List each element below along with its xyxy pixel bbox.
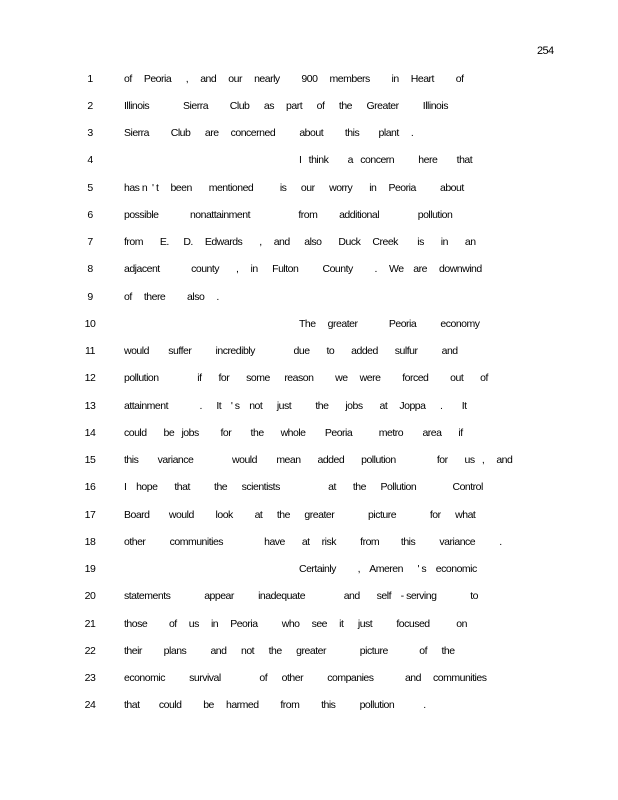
transcript-line bbox=[0, 672, 618, 686]
line-number: 15 bbox=[84, 454, 96, 466]
line-text: The greater Peoria economy bbox=[299, 318, 480, 330]
line-text: those of us in Peoria who see it just focused on bbox=[124, 618, 467, 630]
transcript-line bbox=[0, 645, 618, 659]
line-number: 2 bbox=[87, 100, 93, 112]
line-text: attainment . It ' s not just the jobs at Joppa . It bbox=[124, 400, 467, 412]
transcript-line bbox=[0, 509, 618, 523]
line-text: Illinois Sierra Club as part of the Greater Illinois bbox=[124, 100, 448, 112]
line-number: 7 bbox=[87, 236, 93, 248]
line-number: 8 bbox=[87, 263, 93, 275]
line-number: 17 bbox=[84, 509, 96, 521]
line-number: 18 bbox=[84, 536, 96, 548]
line-number: 23 bbox=[84, 672, 96, 684]
transcript-line bbox=[0, 536, 618, 550]
line-text: adjacent county , in Fulton County . We are downwind bbox=[124, 263, 482, 275]
transcript-line bbox=[0, 427, 618, 441]
transcript-line bbox=[0, 291, 618, 305]
line-number: 9 bbox=[87, 291, 93, 303]
line-number: 14 bbox=[84, 427, 96, 439]
line-text: has n ' t been mentioned is our worry in Peoria about bbox=[124, 182, 464, 194]
transcript-line bbox=[0, 345, 618, 359]
transcript-line bbox=[0, 127, 618, 141]
line-text: this variance would mean added pollution for us , and bbox=[124, 454, 513, 466]
transcript-line bbox=[0, 699, 618, 713]
line-text: other communities have at risk from this variance . bbox=[124, 536, 502, 548]
transcript-line bbox=[0, 454, 618, 468]
line-text: economic survival of other companies and communities bbox=[124, 672, 487, 684]
line-number: 11 bbox=[85, 345, 95, 357]
line-text: would suffer incredibly due to added sulfur and bbox=[124, 345, 458, 357]
line-text: possible nonattainment from additional pollution bbox=[124, 209, 453, 221]
line-text: could be jobs for the whole Peoria metro area if bbox=[124, 427, 463, 439]
line-text: Certainly , Ameren ' s economic bbox=[299, 563, 477, 575]
line-text: pollution if for some reason we were forced out of bbox=[124, 372, 488, 384]
line-text: of there also . bbox=[124, 291, 219, 303]
line-number: 24 bbox=[84, 699, 96, 711]
transcript-line bbox=[0, 182, 618, 196]
line-number: 10 bbox=[84, 318, 96, 330]
page-number: 254 bbox=[537, 45, 554, 57]
line-number: 5 bbox=[87, 182, 93, 194]
line-number: 6 bbox=[87, 209, 93, 221]
line-number: 21 bbox=[84, 618, 96, 630]
transcript-line bbox=[0, 563, 618, 577]
transcript-line bbox=[0, 481, 618, 495]
line-number: 12 bbox=[84, 372, 96, 384]
line-number: 4 bbox=[87, 154, 93, 166]
line-text: that could be harmed from this pollution . bbox=[124, 699, 426, 711]
transcript-line bbox=[0, 400, 618, 414]
line-text: from E. D. Edwards , and also Duck Creek is in an bbox=[124, 236, 476, 248]
line-text: I think a concern here that bbox=[299, 154, 473, 166]
line-number: 1 bbox=[87, 73, 93, 85]
line-text: statements appear inadequate and self - serving to bbox=[124, 590, 479, 602]
line-text: their plans and not the greater picture of the bbox=[124, 645, 455, 657]
transcript-line bbox=[0, 372, 618, 386]
line-number: 16 bbox=[84, 481, 96, 493]
transcript-line bbox=[0, 263, 618, 277]
line-number: 22 bbox=[84, 645, 96, 657]
transcript-line bbox=[0, 154, 618, 168]
line-number: 19 bbox=[84, 563, 96, 575]
transcript-line bbox=[0, 236, 618, 250]
line-text: of Peoria , and our nearly 900 members in Heart of bbox=[124, 73, 464, 85]
transcript-line bbox=[0, 209, 618, 223]
transcript-line bbox=[0, 100, 618, 114]
line-number: 3 bbox=[87, 127, 93, 139]
transcript-line bbox=[0, 590, 618, 604]
line-text: I hope that the scientists at the Pollution Control bbox=[124, 481, 483, 493]
transcript-line bbox=[0, 618, 618, 632]
line-text: Board would look at the greater picture for what bbox=[124, 509, 476, 521]
line-text: Sierra Club are concerned about this plant . bbox=[124, 127, 414, 139]
line-number: 20 bbox=[84, 590, 96, 602]
line-number: 13 bbox=[84, 400, 96, 412]
transcript-line bbox=[0, 318, 618, 332]
transcript-line bbox=[0, 73, 618, 87]
